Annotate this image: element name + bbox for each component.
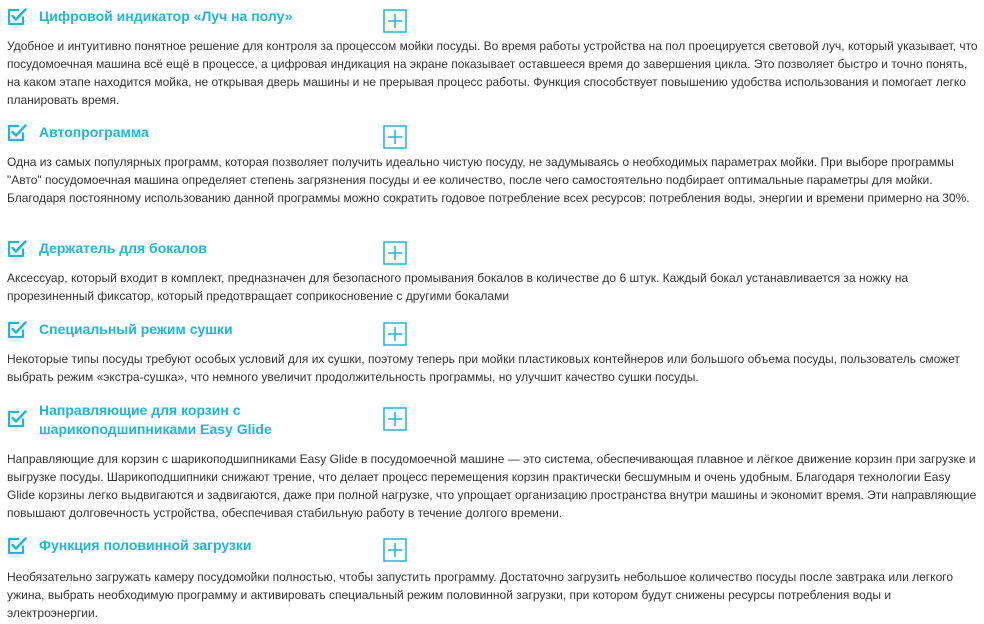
feature-title: Держатель для бокалов <box>39 240 207 256</box>
plus-square-icon <box>383 125 407 149</box>
feature-title: Цифровой индикатор «Луч на полу» <box>39 8 293 24</box>
feature-item <box>0 122 984 205</box>
feature-header <box>0 6 984 28</box>
feature-header <box>0 319 984 341</box>
plus-square-icon <box>383 241 407 265</box>
expand-button[interactable] <box>383 241 407 265</box>
feature-item <box>0 6 984 107</box>
feature-title: Направляющие для корзин с шарикоподшипниками Easy Glide <box>39 402 272 437</box>
checkbox-check-icon <box>6 122 28 144</box>
plus-square-icon <box>383 407 407 431</box>
feature-description: Некоторые типы посуды требуют особых условий для их сушки, поэтому теперь при мойки пластиковых контейнеров или большого объема посуды, пользователь сможет выбрать режим «экстра-сушка», что немного увеличит продолжительность программы, но улучшит качество сушки посуды. <box>7 352 960 384</box>
expand-button[interactable] <box>383 9 407 33</box>
feature-header <box>0 122 984 144</box>
plus-square-icon <box>383 322 407 346</box>
feature-header <box>0 535 984 557</box>
checkbox-check-icon <box>6 408 28 430</box>
feature-description: Направляющие для корзин с шарикоподшипниками Easy Glide в посудомоечной машине — это система, обеспечивающая плавное и лёгкое движение корзин при загрузке и выгрузке посуды. Шарикоподшипники снижают трение, что делает процесс перемещения корзин практически бесшумным и очень удобным. Благодаря технологии Easy Glide корзины легко выдвигаются и задвигаются, даже при полной нагрузке, что упрощает организацию пространства внутри машины и экономит время. Эти направляющие повышают долговечность устройства, обеспечивая стабильную работу в течение долгого времени. <box>7 452 977 520</box>
feature-item <box>0 319 984 384</box>
checkbox-check-icon <box>6 238 28 260</box>
checkbox-check-icon <box>6 535 28 557</box>
feature-description: Аксессуар, который входит в комплект, предназначен для безопасного промывания бокалов в количестве до 6 штук. Каждый бокал устанавливается за ножку на прорезиненный фиксатор, который предотвращает соприкосновение с другими бокалами <box>7 271 909 303</box>
feature-description: Необязательно загружать камеру посудомойки полностью, чтобы запустить программу. Достаточно загрузить небольшое количество посуды после завтрака или легкого ужина, выбрать необходимую программу и активировать специальный режим половинной загрузки, при котором будут снижены ресурсы потребления воды и электроэнергии. <box>7 570 954 620</box>
plus-square-icon <box>383 538 407 562</box>
expand-button[interactable] <box>383 322 407 346</box>
feature-title: Функция половинной загрузки <box>39 537 252 553</box>
feature-title: Специальный режим сушки <box>39 321 233 337</box>
plus-square-icon <box>383 9 407 33</box>
feature-header <box>0 400 984 437</box>
checkbox-check-icon <box>6 319 28 341</box>
checkbox-check-icon <box>6 6 28 28</box>
expand-button[interactable] <box>383 538 407 562</box>
feature-title: Автопрограмма <box>39 124 149 140</box>
expand-button[interactable] <box>383 407 407 431</box>
feature-description: Одна из самых популярных программ, которая позволяет получить идеально чистую посуду, не задумываясь о необходимых параметрах мойки. При выборе программы "Авто" посудомоечная машина определяет степень загрязнения посуды и ее количество, после чего самостоятельно подбирает оптимальные параметры для мойки. Благодаря постоянному использованию данной программы можно сократить годовое потребление всех ресурсов: потребления воды, энергии и времени примерно на 30%. <box>7 155 970 205</box>
feature-description: Удобное и интуитивно понятное решение для контроля за процессом мойки посуды. Во время работы устройства на пол проецируется световой луч, который указывает, что посудомоечная машина всё ещё в процессе, а цифровая индикация на экране показывает оставшееся время до завершения цикла. Это позволяет быстро и точно понять, на каком этапе находится мойка, не открывая дверь машины и не прерывая процесс работы. Функция способствует повышению удобства использования и помогает легко планировать время. <box>7 39 978 107</box>
feature-item <box>0 400 984 520</box>
feature-item <box>0 535 984 620</box>
expand-button[interactable] <box>383 125 407 149</box>
feature-item <box>0 238 984 303</box>
feature-header <box>0 238 984 260</box>
